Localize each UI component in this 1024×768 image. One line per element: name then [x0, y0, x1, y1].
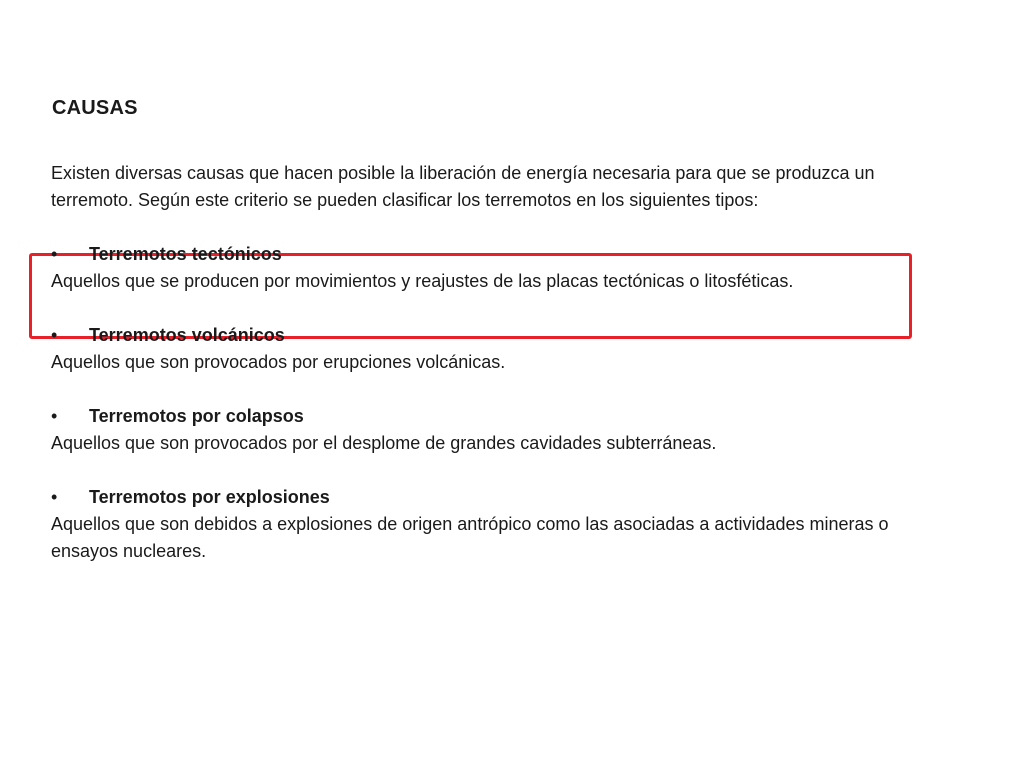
intro-paragraph: Existen diversas causas que hacen posible la liberación de energía necesaria para que se produzca un terremoto. Según este criterio se pueden clasificar los terremotos en los siguientes tipos: — [51, 163, 875, 210]
list-item-tectonic — [51, 241, 951, 295]
bullet-icon: • — [51, 244, 58, 264]
item-heading-row — [51, 403, 951, 430]
item-heading-row — [51, 322, 951, 349]
spacer — [51, 457, 951, 484]
item-heading: Terremotos por explosiones — [89, 487, 330, 507]
spacer — [51, 376, 951, 403]
item-heading: Terremotos volcánicos — [89, 325, 285, 345]
item-heading-row — [51, 484, 951, 511]
bullet-icon: • — [51, 487, 58, 507]
item-heading-row — [51, 241, 951, 268]
list-item-collapse — [51, 403, 951, 457]
bullet-icon: • — [51, 406, 58, 426]
item-description: Aquellos que son debidos a explosiones de origen antrópico como las asociadas a actividades mineras o ensayos nucleares. — [51, 514, 889, 561]
slide-title: CAUSAS — [52, 97, 138, 119]
item-heading: Terremotos por colapsos — [89, 406, 304, 426]
list-item-explosion — [51, 484, 951, 565]
bullet-icon: • — [51, 325, 58, 345]
item-description: Aquellos que son provocados por el desplome de grandes cavidades subterráneas. — [51, 433, 717, 453]
item-description: Aquellos que son provocados por erupciones volcánicas. — [51, 352, 506, 372]
list-item-volcanic — [51, 322, 951, 376]
item-description: Aquellos que se producen por movimientos y reajustes de las placas tectónicas o litosféticas. — [51, 271, 794, 291]
item-heading: Terremotos tectónicos — [89, 244, 282, 264]
spacer — [51, 214, 951, 241]
slide-body — [51, 160, 951, 565]
spacer — [51, 295, 951, 322]
